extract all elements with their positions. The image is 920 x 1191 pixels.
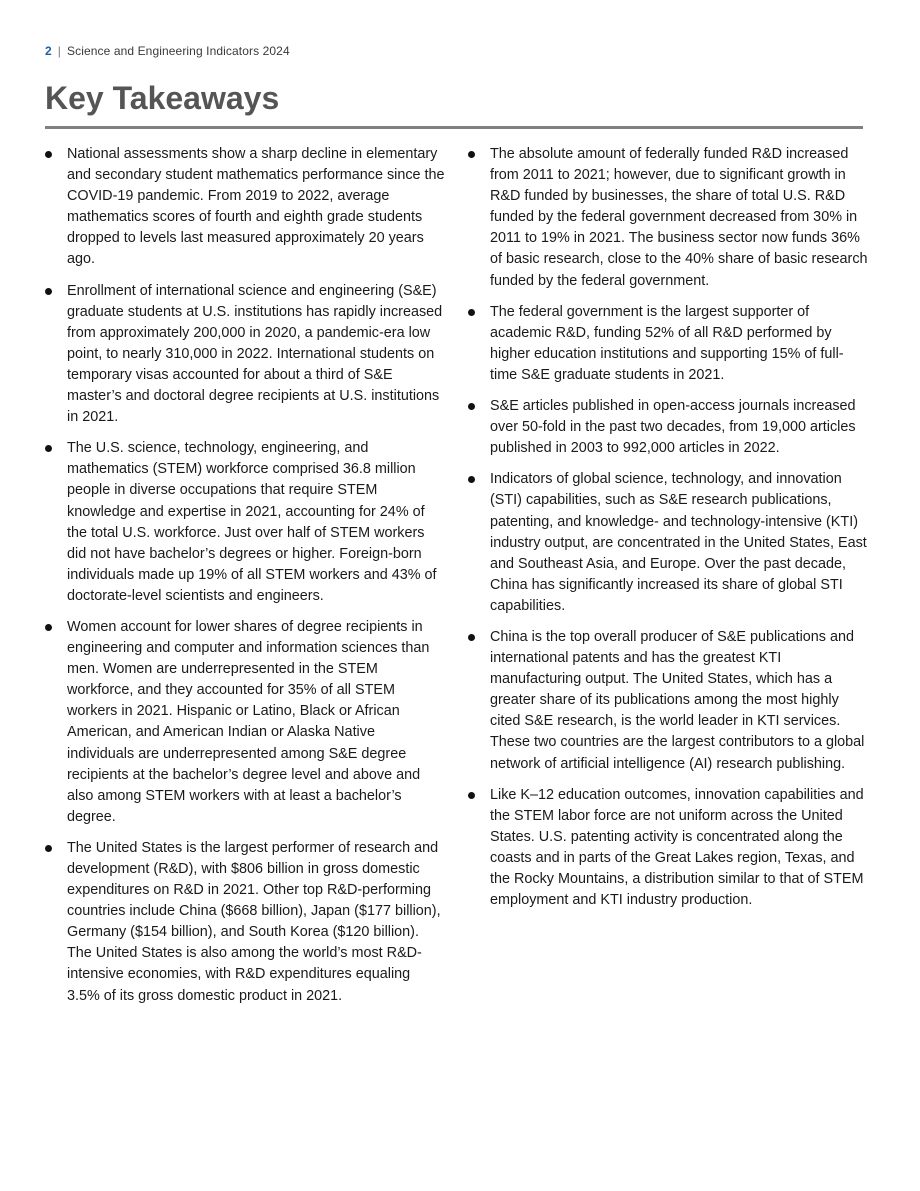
takeaway-item — [468, 785, 868, 912]
bullet-icon — [45, 445, 52, 452]
takeaway-item — [45, 281, 445, 429]
takeaway-item — [468, 302, 868, 386]
page-title: Key Takeaways — [45, 80, 280, 116]
bullet-icon — [45, 151, 52, 158]
takeaway-item — [45, 838, 445, 1007]
bullet-icon — [468, 403, 475, 410]
title-divider — [45, 126, 863, 129]
takeaway-text: The U.S. science, technology, engineering, and mathematics (STEM) workforce comprised 36.8 million people in diverse occupations that require STEM knowledge and expertise in 2021, accounting for 24% of the total U.S. workforce. Just over half of STEM workers did not have bachelor’s degrees or higher. Foreign-born individuals made up 19% of all STEM workers and 43% of doctorate-level scientists and engineers. — [67, 440, 437, 604]
takeaway-text: China is the top overall producer of S&E publications and international patents and has the greatest KTI manufacturing output. The United States, which has a greater share of its publications among the most highly cited S&E research, is the world leader in KTI services. These two countries are the largest contributors to a global network of artificial intelligence (AI) research publishing. — [490, 628, 865, 772]
takeaway-text: S&E articles published in open-access journals increased over 50-fold in the past two decades, from 19,000 articles published in 2003 to 992,000 articles in 2022. — [490, 398, 856, 457]
publication-title: Science and Engineering Indicators 2024 — [67, 44, 290, 58]
bullet-icon — [45, 288, 52, 295]
takeaway-text: Indicators of global science, technology, and innovation (STI) capabilities, such as S&E research publications, patenting, and knowledge- and technology-intensive (KTI) industry output, are concentrated in the United States, East and Southeast Asia, and Europe. Over the past decade, China has significantly increased its share of global STI capabilities. — [490, 471, 867, 614]
takeaway-item — [45, 617, 445, 828]
takeaway-text: The United States is the largest performer of research and development (R&D), with $806 billion in gross domestic expenditures on R&D in 2021. Other top R&D-performing countries include China ($668 billion), Japan ($177 billion), Germany ($154 billion), and South Korea ($120 billion). The United States is also among the world’s most R&D-intensive economies, with R&D expenditures equaling 3.5% of its gross domestic product in 2021. — [67, 839, 441, 1004]
takeaway-text: Enrollment of international science and engineering (S&E) graduate students at U.S. institutions has rapidly increased from approximately 200,000 in 2020, a pandemic-era low point, to nearly 310,000 in 2022. International students on temporary visas accounted for about a third of S&E master’s and doctoral degree recipients at U.S. institutions in 2021. — [67, 282, 443, 426]
bullet-icon — [468, 792, 475, 799]
page-number: 2 — [45, 44, 52, 58]
takeaway-item — [468, 396, 868, 459]
takeaway-text: Women account for lower shares of degree recipients in engineering and computer and information sciences than men. Women are underrepresented in the STEM workforce, and they accounted for 35% of all STEM workers in 2021. Hispanic or Latino, Black or African American, and American Indian or Alaska Native individuals are underrepresented among S&E degree recipients at the bachelor’s degree level and above and also among STEM workers with at least a bachelor’s degree. — [67, 618, 430, 825]
bullet-icon — [468, 634, 475, 641]
bullet-icon — [468, 151, 475, 158]
takeaway-text: The absolute amount of federally funded R&D increased from 2011 to 2021; however, due to significant growth in R&D funded by businesses, the share of total U.S. R&D funded by the federal government decreased from 30% in 2011 to 19% in 2021. The business sector now funds 36% of basic research, close to the 40% share of basic research funded by the federal government. — [490, 146, 868, 289]
left-column-list — [45, 144, 445, 1017]
takeaway-text: Like K–12 education outcomes, innovation capabilities and the STEM labor force are not uniform across the United States. U.S. patenting activity is concentrated along the coasts and in parts of the Great Lakes region, Texas, and the Rocky Mountains, a distribution similar to that of STEM employment and KTI industry production. — [490, 786, 864, 909]
takeaway-item — [45, 438, 445, 607]
bullet-icon — [45, 845, 52, 852]
takeaway-item — [468, 469, 868, 617]
takeaway-item — [468, 627, 868, 775]
takeaway-item — [468, 144, 868, 292]
takeaway-text: National assessments show a sharp decline in elementary and secondary student mathematics performance since the COVID-19 pandemic. From 2019 to 2022, average mathematics scores of fourth and eighth grade students dropped to levels last measured approximately 20 years ago. — [67, 146, 445, 268]
right-column-list — [468, 144, 868, 921]
takeaway-text: The federal government is the largest supporter of academic R&D, funding 52% of all R&D performed by higher education institutions and supporting 15% of full-time S&E graduate students in 2021. — [490, 303, 844, 383]
header-separator: | — [57, 44, 61, 58]
bullet-icon — [468, 309, 475, 316]
running-header — [45, 44, 290, 58]
bullet-icon — [45, 624, 52, 631]
bullet-icon — [468, 476, 475, 483]
takeaway-item — [45, 144, 445, 271]
